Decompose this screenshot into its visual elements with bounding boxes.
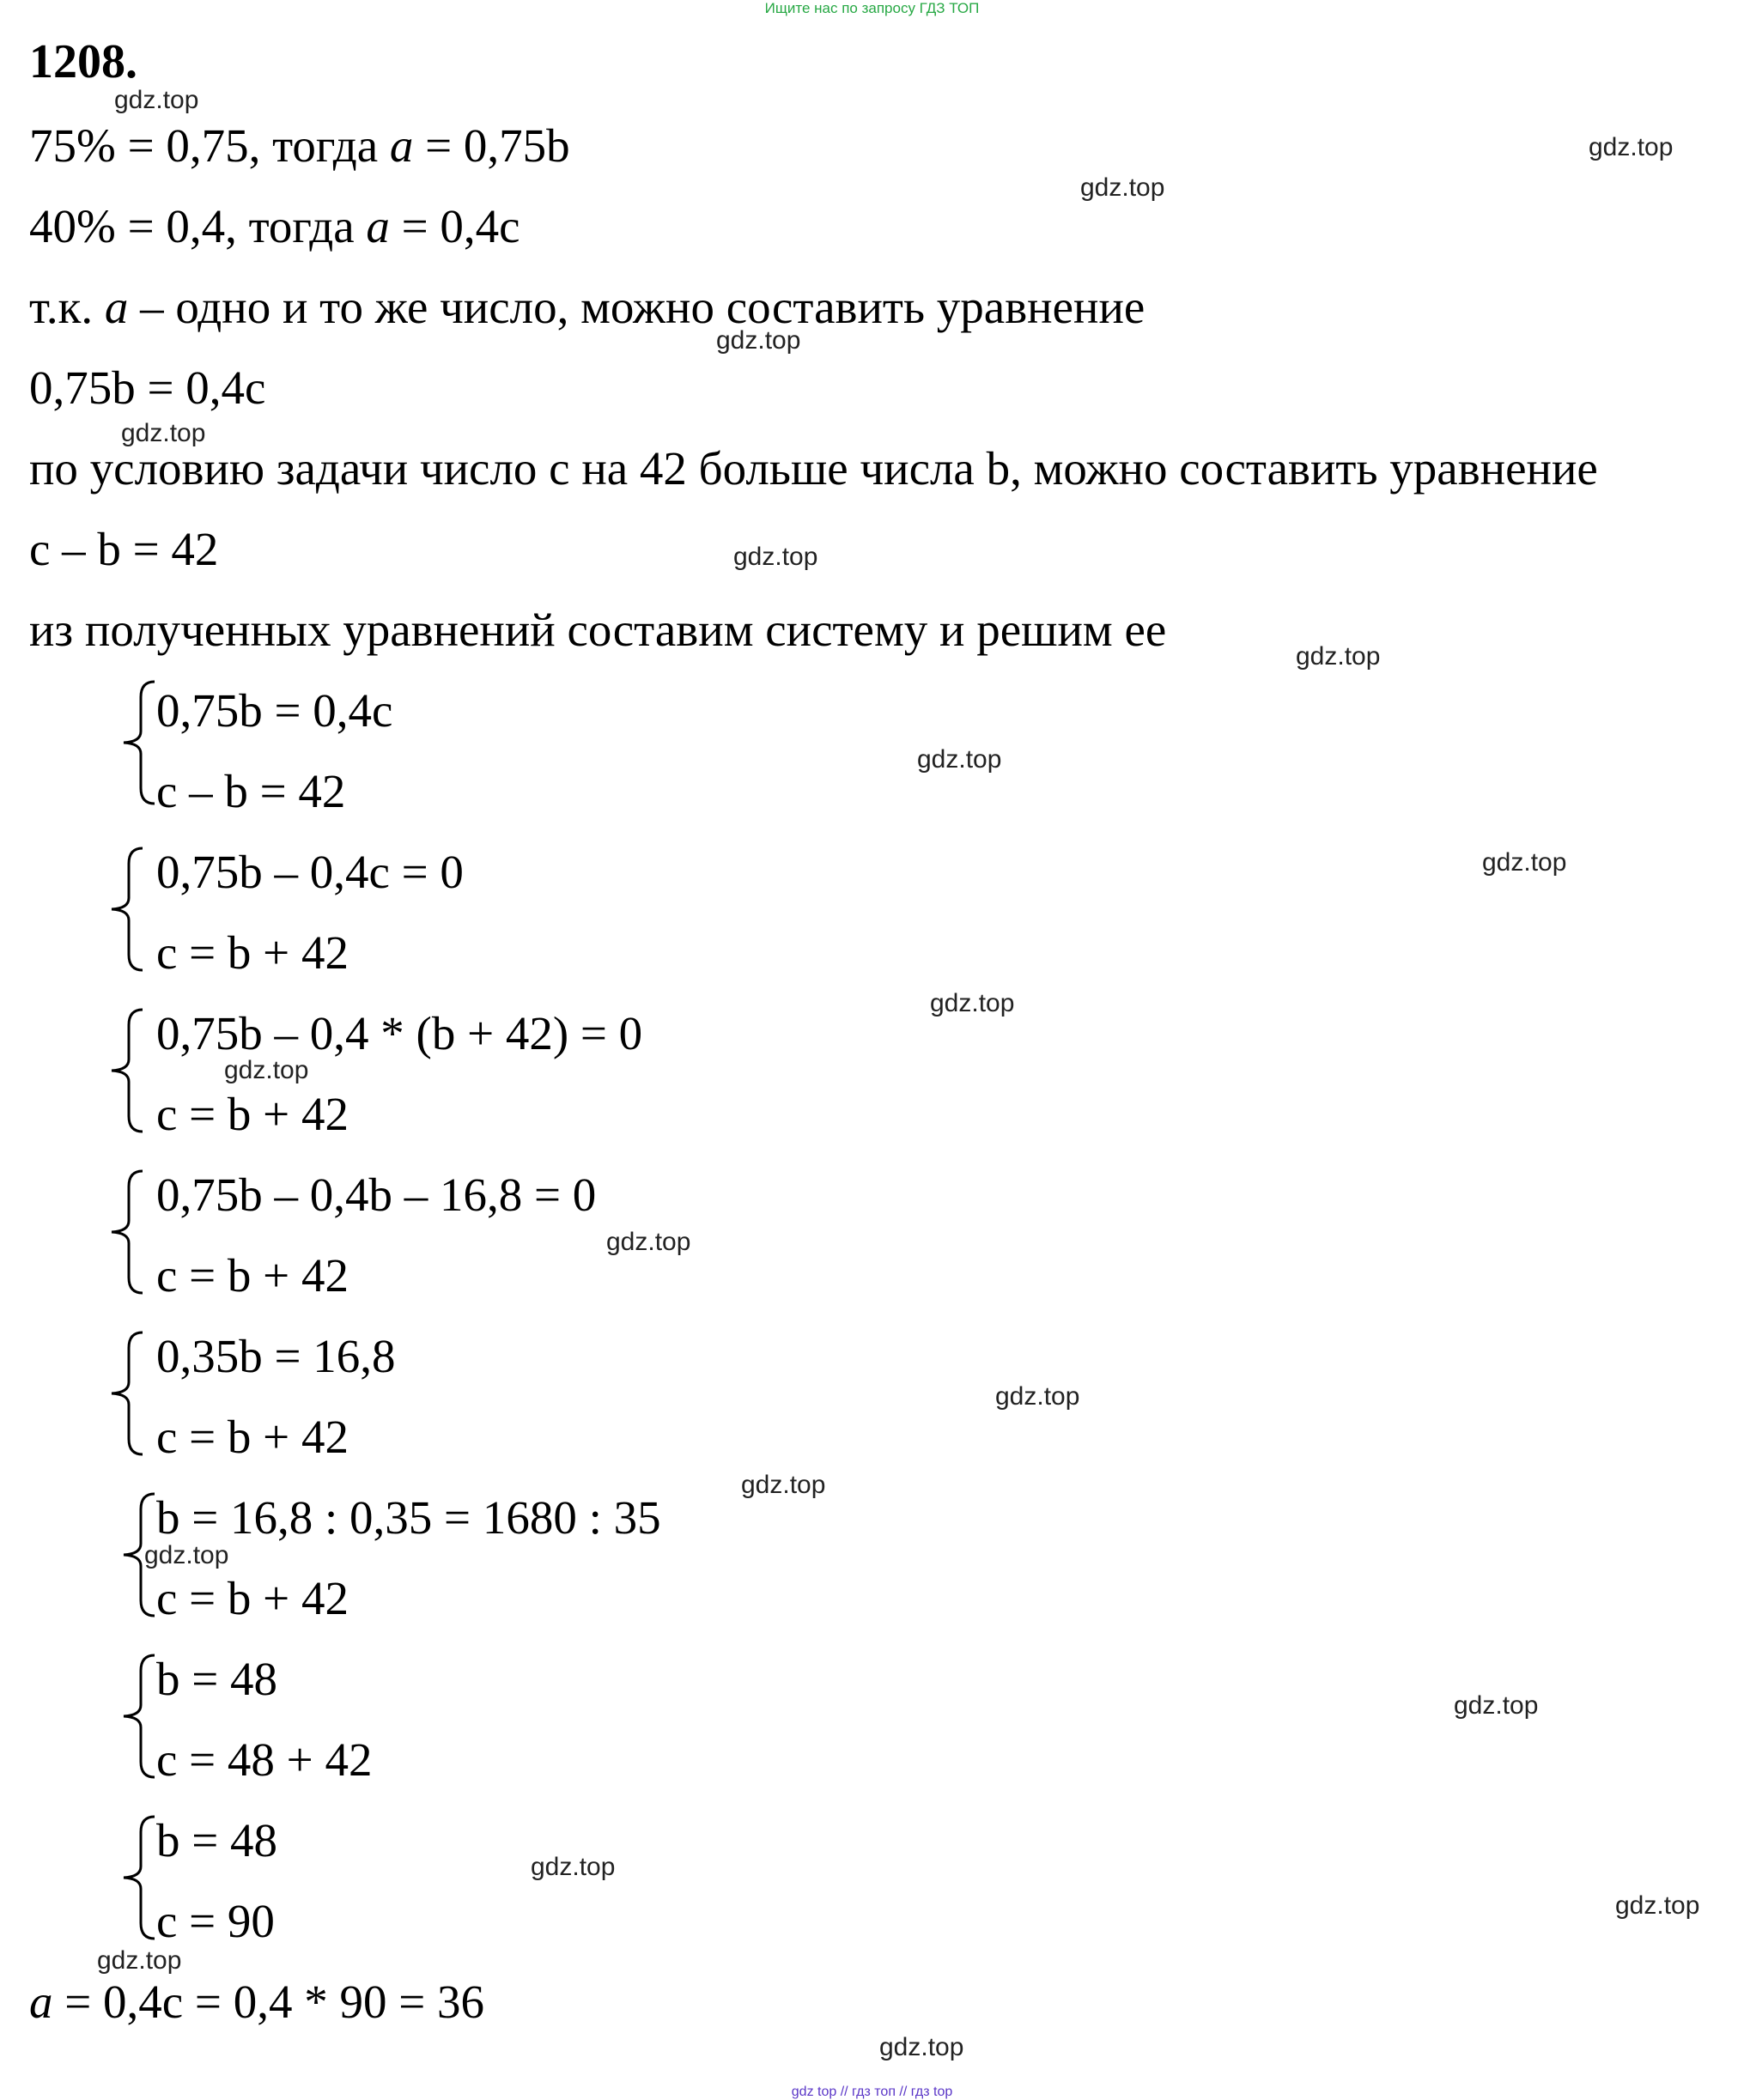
watermark: gdz.top [531,1853,616,1881]
watermark: gdz.top [741,1471,826,1499]
system-equation-top: b = 48 [156,1814,278,1866]
watermark: gdz.top [121,419,206,447]
problem-number: 1208. [29,35,137,88]
line-2: 40% = 0,4, тогда a = 0,4c [29,200,520,252]
system-equation-top: 0,75b – 0,4 * (b + 42) = 0 [156,1007,643,1059]
line-4: 0,75b = 0,4c [29,361,266,414]
system-equation-top: b = 16,8 : 0,35 = 1680 : 35 [156,1491,661,1544]
system-equation-top: b = 48 [156,1653,278,1705]
line-7: из полученных уравнений составим систему и решим ее [29,604,1167,656]
footer-note: gdz top // гдз топ // гдз top [791,2085,953,2099]
watermark: gdz.top [114,86,199,114]
watermark: gdz.top [1589,133,1674,161]
brace-icon [118,1813,156,1942]
system-equation-bottom: c = b + 42 [156,1572,349,1624]
brace-icon [106,1168,144,1296]
watermark: gdz.top [733,543,818,571]
system-equation-top: 0,75b = 0,4c [156,684,393,737]
brace-icon [106,1006,144,1135]
watermark: gdz.top [1482,848,1567,877]
brace-icon [118,678,156,807]
system-equation-bottom: c = b + 42 [156,926,349,979]
system-equation-top: 0,75b – 0,4b – 16,8 = 0 [156,1168,597,1221]
watermark: gdz.top [606,1228,691,1256]
header-note: Ищите нас по запросу ГДЗ ТОП [764,0,980,16]
watermark: gdz.top [716,326,801,355]
system-equation-bottom: c = b + 42 [156,1249,349,1302]
line-3: т.к. a – одно и то же число, можно составить уравнение [29,281,1145,333]
system-equation-top: 0,35b = 16,8 [156,1330,396,1382]
system-equation-top: 0,75b – 0,4c = 0 [156,846,464,898]
watermark: gdz.top [917,745,1002,774]
system-equation-bottom: c = 90 [156,1895,275,1947]
line-5: по условию задачи число c на 42 больше числа b, можно составить уравнение [29,442,1598,495]
watermark: gdz.top [930,989,1015,1017]
watermark: gdz.top [1615,1891,1700,1920]
line-6: c – b = 42 [29,523,219,575]
watermark: gdz.top [224,1056,309,1084]
brace-icon [118,1652,156,1781]
brace-icon [106,845,144,974]
watermark: gdz.top [1296,642,1381,671]
watermark: gdz.top [97,1946,182,1975]
watermark: gdz.top [879,2033,964,2061]
watermark: gdz.top [995,1382,1080,1411]
brace-icon [106,1329,144,1458]
system-equation-bottom: c = 48 + 42 [156,1733,373,1786]
system-equation-bottom: c – b = 42 [156,765,346,817]
watermark: gdz.top [144,1541,229,1569]
system-equation-bottom: c = b + 42 [156,1088,349,1140]
watermark: gdz.top [1454,1691,1539,1720]
system-equation-bottom: c = b + 42 [156,1411,349,1463]
final-answer: a = 0,4c = 0,4 * 90 = 36 [29,1976,484,2028]
line-1: 75% = 0,75, тогда a = 0,75b [29,119,570,172]
watermark: gdz.top [1080,173,1165,202]
